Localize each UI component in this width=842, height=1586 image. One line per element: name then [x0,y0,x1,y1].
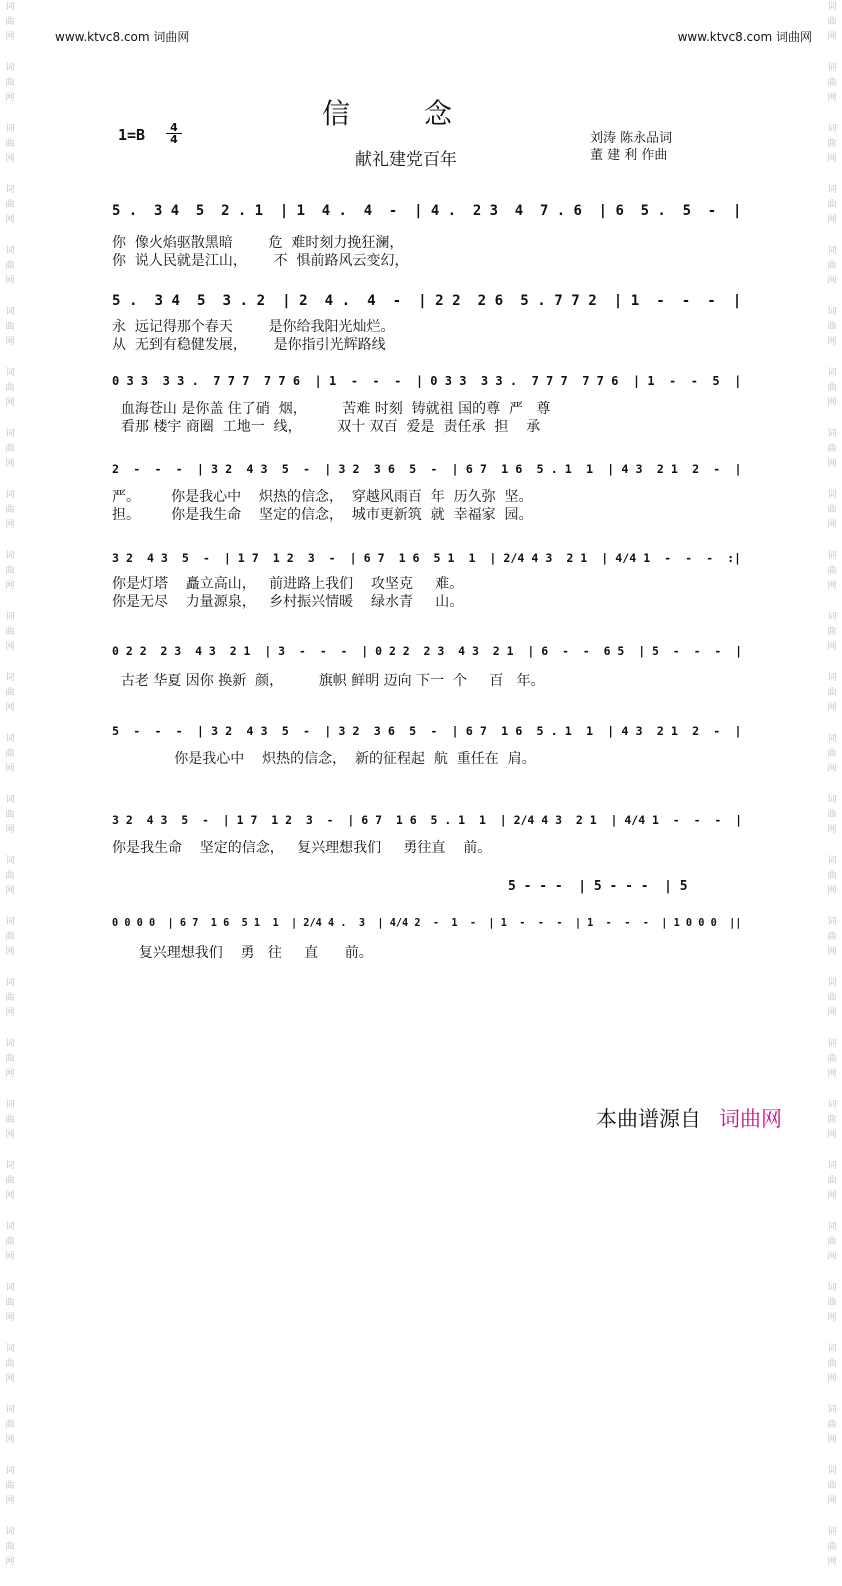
edge-mark-char: 网 [5,886,15,896]
edge-watermark-left [2,0,18,1567]
edge-mark-gap [2,899,18,915]
edge-mark-gap [824,167,840,183]
edge-mark-char: 网 [827,1313,837,1323]
edge-mark-gap [824,1143,840,1159]
edge-mark-char: 词 [5,1100,15,1110]
edge-mark-char: 曲 [5,1420,15,1430]
edge-mark-char: 词 [827,795,837,805]
edge-mark-char: 词 [827,1405,837,1415]
edge-mark-char: 词 [827,734,837,744]
edge-mark-char: 网 [827,520,837,530]
edge-mark-gap [2,1570,18,1586]
edge-mark-char: 词 [5,2,15,12]
edge-mark-char: 词 [5,856,15,866]
song-title: 信念 [322,97,527,130]
edge-mark-char: 网 [827,32,837,42]
lyric-line-1: 复兴理想我们 勇 往 直 前。 [112,945,373,961]
edge-mark-char: 曲 [827,139,837,149]
edge-mark-gap [824,289,840,305]
edge-mark-gap [2,472,18,488]
meter-top: 4 [166,122,182,134]
edge-mark-gap [824,228,840,244]
edge-mark-gap [2,960,18,976]
edge-mark-gap [824,106,840,122]
edge-mark-char: 曲 [827,1359,837,1369]
edge-mark-gap [2,1509,18,1525]
edge-mark-char: 网 [5,1252,15,1262]
edge-mark-char: 曲 [5,871,15,881]
score-system [112,908,742,938]
edge-mark-char: 曲 [827,444,837,454]
edge-mark-char: 曲 [827,932,837,942]
edge-mark-gap [2,1143,18,1159]
edge-mark-char: 曲 [827,261,837,271]
edge-mark-char: 曲 [5,1054,15,1064]
edge-mark-char: 网 [5,1435,15,1445]
edge-mark-char: 曲 [5,1481,15,1491]
edge-mark-char: 曲 [827,1481,837,1491]
edge-mark-char: 词 [827,1527,837,1537]
edge-mark-char: 网 [5,154,15,164]
edge-mark-char: 词 [5,1283,15,1293]
edge-mark-char: 曲 [5,505,15,515]
edge-mark-char: 曲 [5,1115,15,1125]
edge-mark-char: 网 [827,1008,837,1018]
edge-mark-char: 网 [827,459,837,469]
edge-mark-char: 词 [5,734,15,744]
edge-mark-gap [2,289,18,305]
edge-mark-char: 曲 [5,322,15,332]
edge-mark-char: 曲 [5,749,15,759]
edge-mark-char: 曲 [5,627,15,637]
edge-mark-char: 曲 [5,932,15,942]
edge-mark-char: 曲 [827,383,837,393]
edge-mark-gap [824,1204,840,1220]
edge-mark-char: 曲 [827,810,837,820]
edge-mark-char: 网 [827,1557,837,1567]
edge-mark-char: 曲 [5,688,15,698]
edge-mark-char: 网 [5,520,15,530]
edge-mark-char: 词 [827,1161,837,1171]
edge-mark-char: 曲 [5,810,15,820]
score-system [112,805,742,835]
score-system [112,716,742,746]
site-url-left: www.ktvc8.com 词曲网 [55,30,190,44]
edge-mark-char: 词 [5,1039,15,1049]
edge-mark-char: 词 [827,917,837,927]
edge-mark-char: 曲 [827,749,837,759]
edge-mark-char: 网 [5,93,15,103]
notation-line: 5 - - - | 3 2 4 3 5 - | 3 2 3 6 5 - | 6 7 1 6 5 . 1 1 | 4 3 2 1 2 - | [112,724,742,738]
edge-mark-char: 网 [827,825,837,835]
edge-mark-gap [2,411,18,427]
notation-line: 0 2 2 2 3 4 3 2 1 | 3 - - - | 0 2 2 2 3 4 3 2 1 | 6 - - 6 5 | 5 - - - | [112,644,743,658]
edge-mark-char: 网 [5,1191,15,1201]
edge-mark-char: 网 [827,886,837,896]
edge-mark-char: 词 [827,673,837,683]
edge-mark-char: 词 [827,612,837,622]
edge-mark-char: 网 [5,703,15,713]
upper-voice-line: 5 - - - | 5 - - - | 5 [508,879,688,894]
edge-mark-gap [2,228,18,244]
edge-mark-char: 曲 [5,993,15,1003]
lyric-line-1: 血海苍山 是你盖 住了硝 烟， 苦难 时刻 铸就祖 国的尊 严 尊 [112,401,551,417]
edge-mark-char: 网 [827,398,837,408]
lyric-line-2: 你 说人民就是江山， 不 惧前路风云变幻， [112,253,409,269]
edge-mark-char: 网 [827,1069,837,1079]
footer-credit [596,1103,782,1133]
edge-mark-char: 网 [5,1008,15,1018]
edge-mark-char: 词 [5,185,15,195]
edge-mark-gap [2,1326,18,1342]
edge-mark-char: 曲 [827,505,837,515]
edge-mark-char: 曲 [827,1420,837,1430]
edge-mark-char: 词 [827,856,837,866]
notation-line: 3 2 4 3 5 - | 1 7 1 2 3 - | 6 7 1 6 5 1 1 | 2/4 4 3 2 1 | 4/4 1 - - - :| [112,551,742,565]
site-url-right: www.ktvc8.com 词曲网 [677,30,812,44]
edge-mark-gap [824,1082,840,1098]
edge-mark-char: 词 [5,63,15,73]
edge-mark-char: 曲 [827,78,837,88]
edge-mark-char: 词 [827,1466,837,1476]
edge-mark-char: 词 [827,1100,837,1110]
edge-mark-gap [824,1570,840,1586]
edge-mark-char: 词 [5,551,15,561]
edge-mark-char: 网 [827,215,837,225]
edge-mark-char: 词 [827,307,837,317]
edge-mark-char: 词 [827,1344,837,1354]
edge-mark-char: 网 [5,825,15,835]
edge-mark-gap [824,655,840,671]
composer: 董 建 利 作曲 [590,148,668,163]
edge-mark-char: 网 [827,1435,837,1445]
edge-mark-gap [824,777,840,793]
edge-mark-char: 词 [5,429,15,439]
edge-mark-char: 曲 [5,200,15,210]
edge-mark-gap [824,1448,840,1464]
edge-mark-char: 网 [827,642,837,652]
edge-mark-char: 网 [827,1130,837,1140]
edge-mark-char: 网 [827,703,837,713]
edge-mark-gap [824,350,840,366]
edge-mark-char: 曲 [5,261,15,271]
edge-mark-char: 曲 [827,1115,837,1125]
edge-mark-char: 词 [5,490,15,500]
edge-mark-char: 词 [5,673,15,683]
edge-mark-char: 词 [5,795,15,805]
edge-mark-gap [2,1448,18,1464]
lyric-line-1: 你 像火焰驱散黑暗 危 难时刻力挽狂澜， [112,235,404,251]
song-subtitle: 献礼建党百年 [355,150,457,170]
time-signature [166,122,182,145]
edge-mark-char: 曲 [5,1176,15,1186]
edge-mark-char: 网 [5,1557,15,1567]
key-signature: 1=B [118,126,146,144]
notation-line: 2 - - - | 3 2 4 3 5 - | 3 2 3 6 5 - | 6 7 1 6 5 . 1 1 | 4 3 2 1 2 - | [112,462,742,476]
edge-mark-char: 曲 [5,17,15,27]
edge-watermark-right [824,0,840,1567]
edge-mark-char: 词 [5,1527,15,1537]
edge-mark-char: 词 [5,246,15,256]
edge-mark-char: 网 [827,154,837,164]
edge-mark-char: 网 [5,398,15,408]
edge-mark-gap [824,838,840,854]
edge-mark-char: 曲 [827,1298,837,1308]
score-system [112,286,742,316]
notation-line: 0 3 3 3 3 . 7 7 7 7 7 6 | 1 - - - | 0 3 3 3 3 . 7 7 7 7 7 6 | 1 - - 5 | [112,374,742,388]
edge-mark-gap [2,1265,18,1281]
edge-mark-char: 网 [5,1313,15,1323]
edge-mark-char: 网 [827,337,837,347]
edge-mark-char: 网 [5,32,15,42]
edge-mark-char: 词 [5,1466,15,1476]
score-system [112,196,742,226]
edge-mark-char: 网 [827,581,837,591]
edge-mark-char: 词 [827,490,837,500]
edge-mark-char: 曲 [827,566,837,576]
edge-mark-char: 网 [5,1496,15,1506]
edge-mark-gap [2,1021,18,1037]
lyric-line-2: 你是无尽 力量源泉， 乡村振兴情暖 绿水青 山。 [112,594,464,610]
edge-mark-char: 词 [5,307,15,317]
edge-mark-char: 网 [5,1130,15,1140]
edge-mark-char: 曲 [827,1237,837,1247]
edge-mark-gap [2,655,18,671]
edge-mark-char: 词 [827,1283,837,1293]
edge-mark-gap [2,167,18,183]
edge-mark-gap [2,716,18,732]
edge-mark-char: 词 [827,1039,837,1049]
edge-mark-char: 词 [5,1344,15,1354]
edge-mark-char: 网 [827,276,837,286]
score-system [112,543,742,573]
score-system [112,454,742,484]
edge-mark-char: 词 [827,185,837,195]
lyric-line-1: 你是我生命 坚定的信念， 复兴理想我们 勇往直 前。 [112,840,492,856]
score-system [112,636,742,666]
edge-mark-gap [2,1204,18,1220]
lyric-line-1: 你是我心中 炽热的信念， 新的征程起 航 重任在 肩。 [112,751,536,767]
edge-mark-gap [824,1021,840,1037]
edge-mark-char: 曲 [827,688,837,698]
lyric-line-2: 看那 楼宇 商圈 工地一 线， 双十 双百 爱是 责任承 担 承 [112,419,541,435]
edge-mark-char: 词 [827,368,837,378]
edge-mark-char: 曲 [5,1237,15,1247]
edge-mark-gap [2,106,18,122]
edge-mark-char: 曲 [5,1298,15,1308]
edge-mark-char: 曲 [827,1054,837,1064]
edge-mark-char: 网 [5,947,15,957]
score-system [112,366,742,396]
edge-mark-char: 曲 [5,1542,15,1552]
edge-mark-gap [824,1509,840,1525]
edge-mark-char: 曲 [5,139,15,149]
edge-mark-gap [824,960,840,976]
edge-mark-char: 词 [827,63,837,73]
edge-mark-gap [2,45,18,61]
edge-mark-char: 曲 [827,17,837,27]
edge-mark-char: 词 [827,551,837,561]
edge-mark-char: 网 [827,93,837,103]
edge-mark-gap [824,594,840,610]
edge-mark-char: 词 [5,612,15,622]
edge-mark-char: 曲 [5,566,15,576]
edge-mark-gap [824,1326,840,1342]
edge-mark-gap [824,1387,840,1403]
edge-mark-char: 词 [5,1405,15,1415]
edge-mark-gap [2,1387,18,1403]
edge-mark-gap [2,838,18,854]
edge-mark-gap [2,594,18,610]
notation-line: 5 . 3 4 5 2 . 1 | 1 4 . 4 - | 4 . 2 3 4 7 . 6 | 6 5 . 5 - | [112,203,742,219]
edge-mark-char: 词 [827,978,837,988]
edge-mark-gap [824,1265,840,1281]
edge-mark-gap [2,350,18,366]
edge-mark-char: 词 [5,1161,15,1171]
edge-mark-char: 曲 [5,383,15,393]
edge-mark-char: 网 [5,215,15,225]
edge-mark-char: 网 [827,1252,837,1262]
edge-mark-gap [824,411,840,427]
notation-line: 3 2 4 3 5 - | 1 7 1 2 3 - | 6 7 1 6 5 . 1 1 | 2/4 4 3 2 1 | 4/4 1 - - - | [112,813,743,827]
notation-line: 0 0 0 0 | 6 7 1 6 5 1 1 | 2/4 4 . 3 | 4/4 2 - 1 - | 1 - - - | 1 - - - | 1 0 0 0 || [112,917,742,929]
edge-mark-char: 词 [827,1222,837,1232]
edge-mark-char: 网 [827,764,837,774]
edge-mark-char: 网 [5,642,15,652]
edge-mark-gap [824,472,840,488]
meter-bottom: 4 [170,133,178,146]
edge-mark-char: 词 [827,429,837,439]
edge-mark-char: 曲 [5,78,15,88]
edge-mark-char: 曲 [827,322,837,332]
credits [590,130,672,164]
edge-mark-char: 词 [827,2,837,12]
edge-mark-char: 网 [827,1496,837,1506]
edge-mark-gap [824,45,840,61]
edge-mark-gap [824,716,840,732]
lyric-line-2: 担。 你是我生命 坚定的信念， 城市更新筑 就 幸福家 园。 [112,507,533,523]
edge-mark-char: 曲 [827,993,837,1003]
edge-mark-char: 词 [5,978,15,988]
edge-mark-gap [2,1082,18,1098]
edge-mark-char: 曲 [5,1359,15,1369]
lyric-line-1: 古老 华夏 因你 换新 颜， 旗帜 鲜明 迈向 下一 个 百 年。 [112,673,545,689]
edge-mark-char: 曲 [827,627,837,637]
edge-mark-gap [2,533,18,549]
notation-line: 5 . 3 4 5 3 . 2 | 2 4 . 4 - | 2 2 2 6 5 . 7 7 2 | 1 - - - | [112,293,742,309]
edge-mark-char: 网 [827,1191,837,1201]
edge-mark-char: 网 [827,947,837,957]
edge-mark-char: 网 [5,337,15,347]
lyricist: 刘涛 陈永品词 [590,131,673,146]
edge-mark-gap [824,899,840,915]
footer-brand: 词曲网 [719,1107,782,1131]
edge-mark-char: 网 [827,1374,837,1384]
edge-mark-char: 网 [5,1069,15,1079]
lyric-line-1: 你是灯塔 矗立高山， 前进路上我们 攻坚克 难。 [112,576,464,592]
edge-mark-char: 词 [5,1222,15,1232]
edge-mark-char: 网 [5,276,15,286]
edge-mark-char: 网 [5,459,15,469]
edge-mark-char: 词 [5,124,15,134]
lyric-line-1: 永 远记得那个春天 是你给我阳光灿烂。 [112,319,395,335]
edge-mark-char: 曲 [827,1542,837,1552]
edge-mark-char: 词 [5,917,15,927]
edge-mark-char: 词 [827,124,837,134]
footer-label: 本曲谱源自 [596,1107,701,1131]
edge-mark-char: 曲 [827,200,837,210]
edge-mark-char: 网 [5,581,15,591]
edge-mark-gap [824,533,840,549]
edge-mark-char: 网 [5,1374,15,1384]
edge-mark-char: 曲 [5,444,15,454]
lyric-line-2: 从 无到有稳健发展， 是你指引光辉路线 [112,337,386,353]
edge-mark-char: 词 [827,246,837,256]
lyric-line-1: 严。 你是我心中 炽热的信念， 穿越风雨百 年 历久弥 坚。 [112,489,533,505]
edge-mark-char: 曲 [827,871,837,881]
edge-mark-gap [2,777,18,793]
edge-mark-char: 网 [5,764,15,774]
edge-mark-char: 曲 [827,1176,837,1186]
edge-mark-char: 词 [5,368,15,378]
